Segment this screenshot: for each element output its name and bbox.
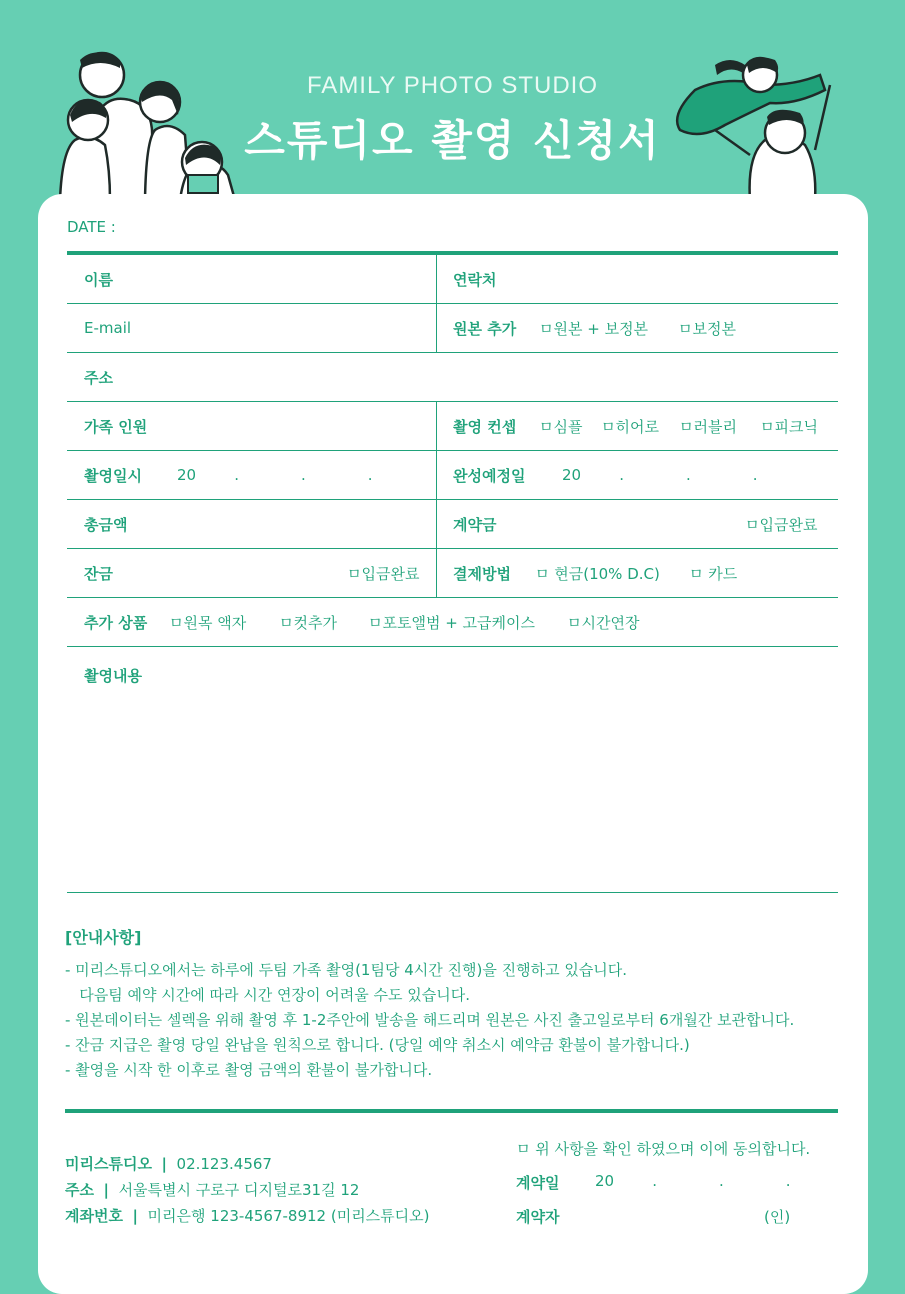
concept-label: 촬영 컨셉 — [453, 417, 517, 436]
address-label: 주소 — [65, 1181, 94, 1199]
divider — [436, 304, 437, 352]
form-row-contents[interactable] — [67, 647, 838, 893]
extra-option-time[interactable]: ㅁ시간연장 — [567, 613, 640, 632]
notice-line: - 잔금 지급은 촬영 당일 완납을 원칙으로 합니다. (당일 예약 취소시 예약금 환불이 불가합니다.) — [65, 1036, 690, 1054]
contract-date-label: 계약일 — [516, 1174, 560, 1192]
family-illustration-right — [655, 45, 835, 200]
extra-option-cut[interactable]: ㅁ컷추가 — [279, 613, 337, 632]
studio-name: 미리스튜디오 — [65, 1155, 152, 1173]
form-row-email — [67, 304, 838, 353]
account-number: 미리은행 123-4567-8912 (미리스튜디오) — [147, 1207, 430, 1225]
deposit-label: 계약금 — [453, 515, 497, 534]
address-info — [65, 1179, 359, 1200]
family-illustration-left — [50, 40, 245, 200]
studio-phone: 02.123.4567 — [176, 1155, 272, 1173]
divider — [436, 402, 437, 450]
divider — [436, 255, 437, 303]
payment-method-label: 결제방법 — [453, 564, 511, 583]
form-row-amount — [67, 500, 838, 549]
balance-paid-checkbox[interactable]: ㅁ입금완료 — [347, 564, 420, 583]
separator: | — [103, 1181, 110, 1199]
notice-line: - 원본데이터는 셀렉을 위해 촬영 후 1-2주안에 발송을 해드리며 원본은 사진 출고일로부터 6개월간 보관합니다. — [65, 1011, 795, 1029]
contract-date-field[interactable]: 20 . . . — [595, 1172, 791, 1190]
completion-date-field[interactable]: 20 . . . — [562, 466, 758, 484]
divider — [436, 500, 437, 548]
payment-option-card[interactable]: ㅁ 카드 — [689, 564, 738, 583]
total-amount-label: 총금액 — [84, 515, 128, 534]
concept-option-hero[interactable]: ㅁ히어로 — [601, 417, 659, 436]
agree-checkbox[interactable]: ㅁ 위 사항을 확인 하였으며 이에 동의합니다. — [516, 1140, 811, 1158]
original-option-both[interactable]: ㅁ원본 + 보정본 — [539, 319, 649, 338]
shoot-contents-label: 촬영내용 — [84, 667, 142, 685]
payment-option-cash[interactable]: ㅁ 현금(10% D.C) — [535, 564, 660, 583]
original-option-retouched[interactable]: ㅁ보정본 — [678, 319, 736, 338]
notice-section — [65, 925, 845, 1083]
separator: | — [161, 1155, 167, 1173]
date-label: DATE : — [67, 218, 116, 236]
divider — [436, 549, 437, 597]
shoot-date-field[interactable]: 20 . . . — [177, 466, 373, 484]
notice-line: 다음팀 예약 시간에 따라 시간 연장이 어려울 수도 있습니다. — [65, 986, 470, 1004]
account-info — [65, 1205, 430, 1226]
form-row-extras — [67, 598, 838, 647]
name-label: 이름 — [84, 270, 113, 289]
extra-option-album[interactable]: ㅁ포토앨범 + 고급케이스 — [368, 613, 536, 632]
deposit-paid-checkbox[interactable]: ㅁ입금완료 — [745, 515, 818, 534]
form-row-family — [67, 402, 838, 451]
shoot-date-label: 촬영일시 — [84, 466, 142, 485]
contractor-label: 계약자 — [516, 1208, 560, 1226]
form-row-name — [67, 255, 838, 304]
notice-title: [안내사항] — [65, 928, 142, 947]
extra-option-frame[interactable]: ㅁ원목 액자 — [169, 613, 247, 632]
extra-products-label: 추가 상품 — [84, 613, 148, 632]
contact-label: 연락처 — [453, 270, 497, 289]
form-row-balance — [67, 549, 838, 598]
address-label: 주소 — [84, 368, 113, 387]
form-row-address — [67, 353, 838, 402]
concept-option-lovely[interactable]: ㅁ러블리 — [679, 417, 737, 436]
account-label: 계좌번호 — [65, 1207, 123, 1225]
concept-option-simple[interactable]: ㅁ심플 — [539, 417, 583, 436]
completion-date-label: 완성예정일 — [453, 466, 526, 485]
contractor-row — [516, 1206, 559, 1227]
concept-option-picnic[interactable]: ㅁ피크닉 — [760, 417, 818, 436]
footer-divider — [65, 1109, 838, 1113]
application-form — [67, 251, 838, 893]
page-title: 스튜디오 촬영 신청서 — [244, 116, 661, 165]
family-count-label: 가족 인원 — [84, 417, 148, 436]
seal-mark: (인) — [764, 1208, 791, 1226]
header-subtitle: FAMILY PHOTO STUDIO — [306, 72, 599, 99]
balance-label: 잔금 — [84, 564, 113, 583]
studio-address: 서울특별시 구로구 디지털로31길 12 — [118, 1181, 360, 1199]
studio-info — [65, 1153, 272, 1174]
email-label: E-mail — [84, 319, 132, 337]
separator: | — [132, 1207, 138, 1225]
original-label: 원본 추가 — [453, 319, 517, 338]
contract-date-row — [516, 1172, 559, 1193]
notice-line: - 미리스튜디오에서는 하루에 두팀 가족 촬영(1팀당 4시간 진행)을 진행하고 있습니다. — [65, 961, 628, 979]
divider — [436, 451, 437, 499]
form-row-dates — [67, 451, 838, 500]
notice-line: - 촬영을 시작 한 이후로 촬영 금액의 환불이 불가합니다. — [65, 1061, 433, 1079]
